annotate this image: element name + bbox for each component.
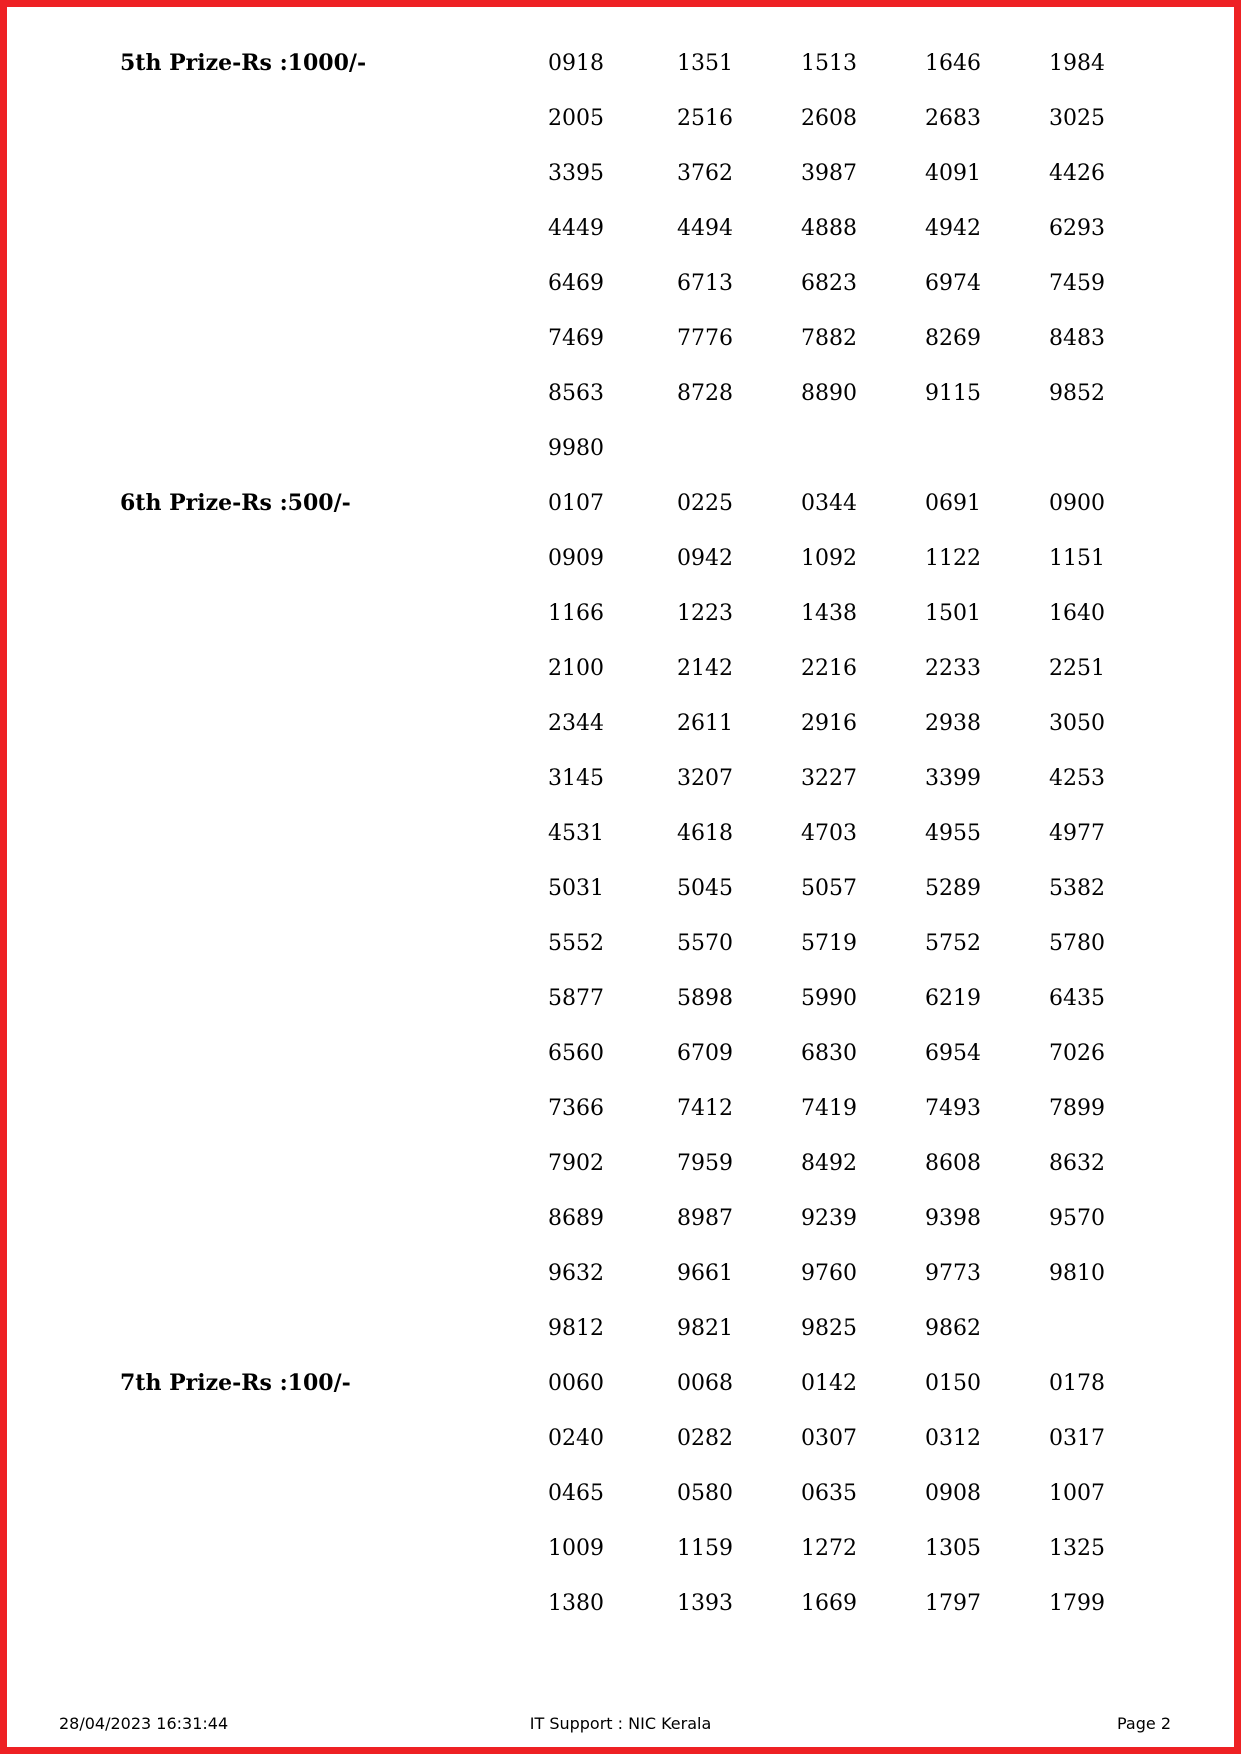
ticket-number: 1380 [548, 1591, 604, 1616]
ticket-number: 5877 [548, 986, 604, 1011]
ticket-number: 8492 [801, 1151, 857, 1176]
ticket-number: 1646 [925, 51, 981, 76]
ticket-number: 0942 [677, 546, 733, 571]
ticket-number: 2251 [1049, 656, 1105, 681]
ticket-number: 6709 [677, 1041, 733, 1066]
ticket-number: 4955 [925, 821, 981, 846]
number-row [0, 41, 1241, 96]
ticket-number: 1799 [1049, 1591, 1105, 1616]
prize-label: 5th Prize-Rs :1000/- [120, 50, 367, 76]
ticket-number: 4091 [925, 161, 981, 186]
ticket-number: 1151 [1049, 546, 1105, 571]
ticket-number: 6435 [1049, 986, 1105, 1011]
prize-section [0, 1361, 1241, 1636]
prize-label: 7th Prize-Rs :100/- [120, 1370, 351, 1396]
number-row [0, 1196, 1241, 1251]
prize-results [0, 41, 1241, 1636]
ticket-number: 1797 [925, 1591, 981, 1616]
prize-section [0, 41, 1241, 481]
ticket-number: 3399 [925, 766, 981, 791]
ticket-number: 0240 [548, 1426, 604, 1451]
number-row [0, 426, 1241, 481]
footer-support: IT Support : NIC Kerala [529, 1714, 712, 1733]
ticket-number: 8269 [925, 326, 981, 351]
ticket-number: 0150 [925, 1371, 981, 1396]
ticket-number: 2608 [801, 106, 857, 131]
ticket-number: 6823 [801, 271, 857, 296]
ticket-number: 9825 [801, 1316, 857, 1341]
ticket-number: 5780 [1049, 931, 1105, 956]
ticket-number: 7493 [925, 1096, 981, 1121]
number-row [0, 1251, 1241, 1306]
ticket-number: 1166 [548, 601, 604, 626]
ticket-number: 8728 [677, 381, 733, 406]
ticket-number: 9661 [677, 1261, 733, 1286]
ticket-number: 1640 [1049, 601, 1105, 626]
ticket-number: 9632 [548, 1261, 604, 1286]
ticket-number: 7026 [1049, 1041, 1105, 1066]
ticket-number: 8890 [801, 381, 857, 406]
ticket-number: 6469 [548, 271, 604, 296]
number-row [0, 151, 1241, 206]
ticket-number: 5719 [801, 931, 857, 956]
ticket-number: 9760 [801, 1261, 857, 1286]
ticket-number: 2142 [677, 656, 733, 681]
number-row [0, 591, 1241, 646]
ticket-number: 2100 [548, 656, 604, 681]
ticket-number: 0225 [677, 491, 733, 516]
ticket-number: 2611 [677, 711, 733, 736]
ticket-number: 0282 [677, 1426, 733, 1451]
ticket-number: 1159 [677, 1536, 733, 1561]
number-row [0, 261, 1241, 316]
ticket-number: 3050 [1049, 711, 1105, 736]
ticket-number: 7366 [548, 1096, 604, 1121]
ticket-number: 4531 [548, 821, 604, 846]
page-footer [0, 1712, 1241, 1736]
ticket-number: 8608 [925, 1151, 981, 1176]
ticket-number: 2938 [925, 711, 981, 736]
number-row [0, 316, 1241, 371]
ticket-number: 0900 [1049, 491, 1105, 516]
number-row [0, 96, 1241, 151]
ticket-number: 0909 [548, 546, 604, 571]
ticket-number: 4977 [1049, 821, 1105, 846]
ticket-number: 7412 [677, 1096, 733, 1121]
ticket-number: 8987 [677, 1206, 733, 1231]
ticket-number: 6219 [925, 986, 981, 1011]
number-row [0, 536, 1241, 591]
ticket-number: 0307 [801, 1426, 857, 1451]
ticket-number: 0142 [801, 1371, 857, 1396]
ticket-number: 0344 [801, 491, 857, 516]
ticket-number: 1223 [677, 601, 733, 626]
number-row [0, 206, 1241, 261]
number-row [0, 756, 1241, 811]
footer-page-number: Page 2 [1117, 1714, 1171, 1733]
ticket-number: 5289 [925, 876, 981, 901]
ticket-number: 8689 [548, 1206, 604, 1231]
ticket-number: 1092 [801, 546, 857, 571]
ticket-number: 0465 [548, 1481, 604, 1506]
ticket-number: 8563 [548, 381, 604, 406]
number-row [0, 371, 1241, 426]
ticket-number: 0068 [677, 1371, 733, 1396]
ticket-number: 6713 [677, 271, 733, 296]
number-row [0, 1031, 1241, 1086]
ticket-number: 5898 [677, 986, 733, 1011]
ticket-number: 5031 [548, 876, 604, 901]
ticket-number: 1009 [548, 1536, 604, 1561]
ticket-number: 4703 [801, 821, 857, 846]
ticket-number: 2005 [548, 106, 604, 131]
ticket-number: 7899 [1049, 1096, 1105, 1121]
ticket-number: 7469 [548, 326, 604, 351]
ticket-number: 2916 [801, 711, 857, 736]
ticket-number: 3207 [677, 766, 733, 791]
ticket-number: 2516 [677, 106, 733, 131]
number-row [0, 1471, 1241, 1526]
number-row [0, 866, 1241, 921]
ticket-number: 9812 [548, 1316, 604, 1341]
ticket-number: 5752 [925, 931, 981, 956]
ticket-number: 0918 [548, 51, 604, 76]
ticket-number: 5570 [677, 931, 733, 956]
ticket-number: 9862 [925, 1316, 981, 1341]
ticket-number: 9821 [677, 1316, 733, 1341]
ticket-number: 0312 [925, 1426, 981, 1451]
ticket-number: 4942 [925, 216, 981, 241]
ticket-number: 1007 [1049, 1481, 1105, 1506]
ticket-number: 9773 [925, 1261, 981, 1286]
ticket-number: 7459 [1049, 271, 1105, 296]
ticket-number: 8632 [1049, 1151, 1105, 1176]
ticket-number: 9810 [1049, 1261, 1105, 1286]
ticket-number: 4449 [548, 216, 604, 241]
ticket-number: 2683 [925, 106, 981, 131]
ticket-number: 9852 [1049, 381, 1105, 406]
ticket-number: 1122 [925, 546, 981, 571]
ticket-number: 3395 [548, 161, 604, 186]
ticket-number: 7882 [801, 326, 857, 351]
ticket-number: 5057 [801, 876, 857, 901]
ticket-number: 4888 [801, 216, 857, 241]
ticket-number: 6560 [548, 1041, 604, 1066]
ticket-number: 4426 [1049, 161, 1105, 186]
number-row [0, 811, 1241, 866]
ticket-number: 0178 [1049, 1371, 1105, 1396]
number-row [0, 1526, 1241, 1581]
number-row [0, 646, 1241, 701]
footer-timestamp: 28/04/2023 16:31:44 [59, 1714, 229, 1733]
ticket-number: 4494 [677, 216, 733, 241]
ticket-number: 2344 [548, 711, 604, 736]
ticket-number: 0107 [548, 491, 604, 516]
ticket-number: 1984 [1049, 51, 1105, 76]
ticket-number: 2216 [801, 656, 857, 681]
ticket-number: 7902 [548, 1151, 604, 1176]
number-row [0, 1416, 1241, 1471]
ticket-number: 1305 [925, 1536, 981, 1561]
number-row [0, 921, 1241, 976]
ticket-number: 5552 [548, 931, 604, 956]
ticket-number: 9398 [925, 1206, 981, 1231]
ticket-number: 5045 [677, 876, 733, 901]
ticket-number: 7419 [801, 1096, 857, 1121]
ticket-number: 7959 [677, 1151, 733, 1176]
ticket-number: 0691 [925, 491, 981, 516]
ticket-number: 6830 [801, 1041, 857, 1066]
ticket-number: 4253 [1049, 766, 1105, 791]
ticket-number: 0635 [801, 1481, 857, 1506]
ticket-number: 9570 [1049, 1206, 1105, 1231]
ticket-number: 3762 [677, 161, 733, 186]
ticket-number: 1438 [801, 601, 857, 626]
ticket-number: 6974 [925, 271, 981, 296]
ticket-number: 9980 [548, 436, 604, 461]
ticket-number: 0317 [1049, 1426, 1105, 1451]
ticket-number: 3025 [1049, 106, 1105, 131]
number-row [0, 1581, 1241, 1636]
number-row [0, 701, 1241, 756]
ticket-number: 5382 [1049, 876, 1105, 901]
number-row [0, 481, 1241, 536]
ticket-number: 6954 [925, 1041, 981, 1066]
ticket-number: 3145 [548, 766, 604, 791]
number-row [0, 976, 1241, 1031]
number-row [0, 1141, 1241, 1196]
ticket-number: 1501 [925, 601, 981, 626]
ticket-number: 6293 [1049, 216, 1105, 241]
ticket-number: 9115 [925, 381, 981, 406]
prize-section [0, 481, 1241, 1361]
ticket-number: 0580 [677, 1481, 733, 1506]
ticket-number: 5990 [801, 986, 857, 1011]
number-row [0, 1086, 1241, 1141]
ticket-number: 1325 [1049, 1536, 1105, 1561]
ticket-number: 1351 [677, 51, 733, 76]
ticket-number: 4618 [677, 821, 733, 846]
number-row [0, 1361, 1241, 1416]
ticket-number: 9239 [801, 1206, 857, 1231]
ticket-number: 0060 [548, 1371, 604, 1396]
ticket-number: 3987 [801, 161, 857, 186]
number-row [0, 1306, 1241, 1361]
ticket-number: 0908 [925, 1481, 981, 1506]
ticket-number: 2233 [925, 656, 981, 681]
ticket-number: 1513 [801, 51, 857, 76]
ticket-number: 1272 [801, 1536, 857, 1561]
ticket-number: 1669 [801, 1591, 857, 1616]
ticket-number: 8483 [1049, 326, 1105, 351]
ticket-number: 7776 [677, 326, 733, 351]
ticket-number: 1393 [677, 1591, 733, 1616]
prize-label: 6th Prize-Rs :500/- [120, 490, 351, 516]
ticket-number: 3227 [801, 766, 857, 791]
